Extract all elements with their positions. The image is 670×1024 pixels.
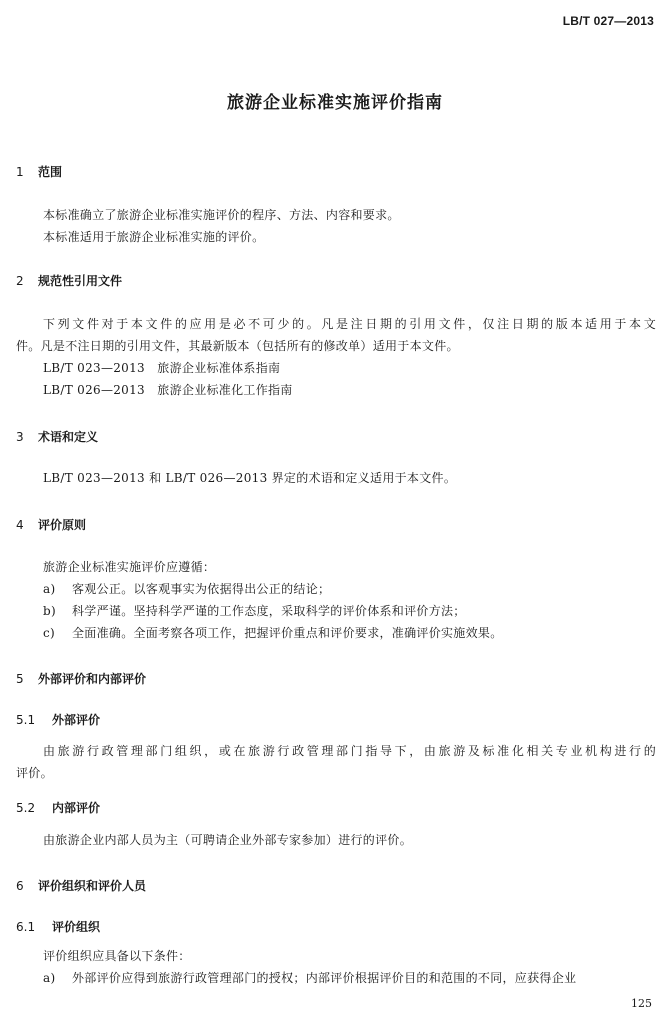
section-title: 评价原则 <box>38 518 87 532</box>
list-marker: a) <box>43 582 56 596</box>
paragraph-line: 本标准确立了旅游企业标准实施评价的程序、方法、内容和要求。 <box>43 208 400 222</box>
section-5-heading <box>16 670 146 687</box>
list-item-text: 科学严谨。坚持科学严谨的工作态度，采取科学的评价体系和评价方法； <box>72 604 466 618</box>
section-1-body <box>16 204 656 248</box>
section-number: 5.2 <box>16 801 36 815</box>
section-number: 4 <box>16 518 24 532</box>
paragraph-line: 由旅游行政管理部门组织，或在旅游行政管理部门指导下，由旅游及标准化相关专业机构进行的 <box>43 744 656 758</box>
paragraph-line: LB/T 023—2013 和 LB/T 026—2013 界定的术语和定义适用于本文件。 <box>43 471 457 485</box>
document-title: 旅游企业标准实施评价指南 <box>227 93 443 113</box>
section-3-body <box>16 467 656 489</box>
section-number: 5 <box>16 672 24 686</box>
paragraph-line: 件。凡是不注日期的引用文件，其最新版本（包括所有的修改单）适用于本文件。 <box>16 339 459 353</box>
section-number: 2 <box>16 274 24 288</box>
section-5-2-body <box>16 829 656 851</box>
document-code: LB/T 027—2013 <box>562 14 654 28</box>
section-6-1-body <box>16 945 656 989</box>
section-5-1-heading <box>16 711 100 728</box>
section-number: 3 <box>16 430 24 444</box>
list-marker: b) <box>43 604 56 618</box>
section-5-2-heading <box>16 799 100 816</box>
section-4-heading <box>16 516 86 533</box>
list-item <box>16 967 656 989</box>
section-title: 规范性引用文件 <box>38 274 123 288</box>
section-4-body <box>16 556 656 644</box>
section-title: 外部评价 <box>52 713 101 727</box>
section-6-1-heading <box>16 918 100 935</box>
paragraph-line: 评价组织应具备以下条件： <box>43 949 191 963</box>
section-number: 1 <box>16 165 24 179</box>
paragraph-line: 本标准适用于旅游企业标准实施的评价。 <box>43 230 265 244</box>
section-2-heading <box>16 272 122 289</box>
page-number: 125 <box>631 997 652 1010</box>
section-5-1-body <box>16 740 656 784</box>
section-title: 术语和定义 <box>38 430 99 444</box>
list-item-text: 客观公正。以客观事实为依据得出公正的结论； <box>72 582 331 596</box>
section-3-heading <box>16 428 98 445</box>
list-item <box>16 622 656 644</box>
paragraph-line: 评价。 <box>16 766 53 780</box>
paragraph-line: 由旅游企业内部人员为主（可聘请企业外部专家参加）进行的评价。 <box>43 833 413 847</box>
section-2-body <box>16 313 656 401</box>
section-number: 6 <box>16 879 24 893</box>
list-item <box>16 600 656 622</box>
section-title: 外部评价和内部评价 <box>38 672 147 686</box>
section-title: 评价组织和评价人员 <box>38 879 147 893</box>
reference-item: LB/T 026—2013 旅游企业标准化工作指南 <box>43 383 293 397</box>
list-item-text: 外部评价应得到旅游行政管理部门的授权；内部评价根据评价目的和范围的不同，应获得企业 <box>72 971 577 985</box>
section-number: 6.1 <box>16 920 36 934</box>
paragraph-line: 下列文件对于本文件的应用是必不可少的。凡是注日期的引用文件，仅注日期的版本适用于本文 <box>43 317 656 331</box>
section-number: 5.1 <box>16 713 36 727</box>
section-1-heading <box>16 163 62 180</box>
section-title: 内部评价 <box>52 801 101 815</box>
section-title: 评价组织 <box>52 920 101 934</box>
section-title: 范围 <box>38 165 63 179</box>
paragraph-line: 旅游企业标准实施评价应遵循： <box>43 560 216 574</box>
list-item <box>16 578 656 600</box>
list-marker: c) <box>43 626 56 640</box>
list-item-text: 全面准确。全面考察各项工作，把握评价重点和评价要求，准确评价实施效果。 <box>72 626 503 640</box>
section-6-heading <box>16 877 146 894</box>
reference-item: LB/T 023—2013 旅游企业标准体系指南 <box>43 361 281 375</box>
list-marker: a) <box>43 971 56 985</box>
